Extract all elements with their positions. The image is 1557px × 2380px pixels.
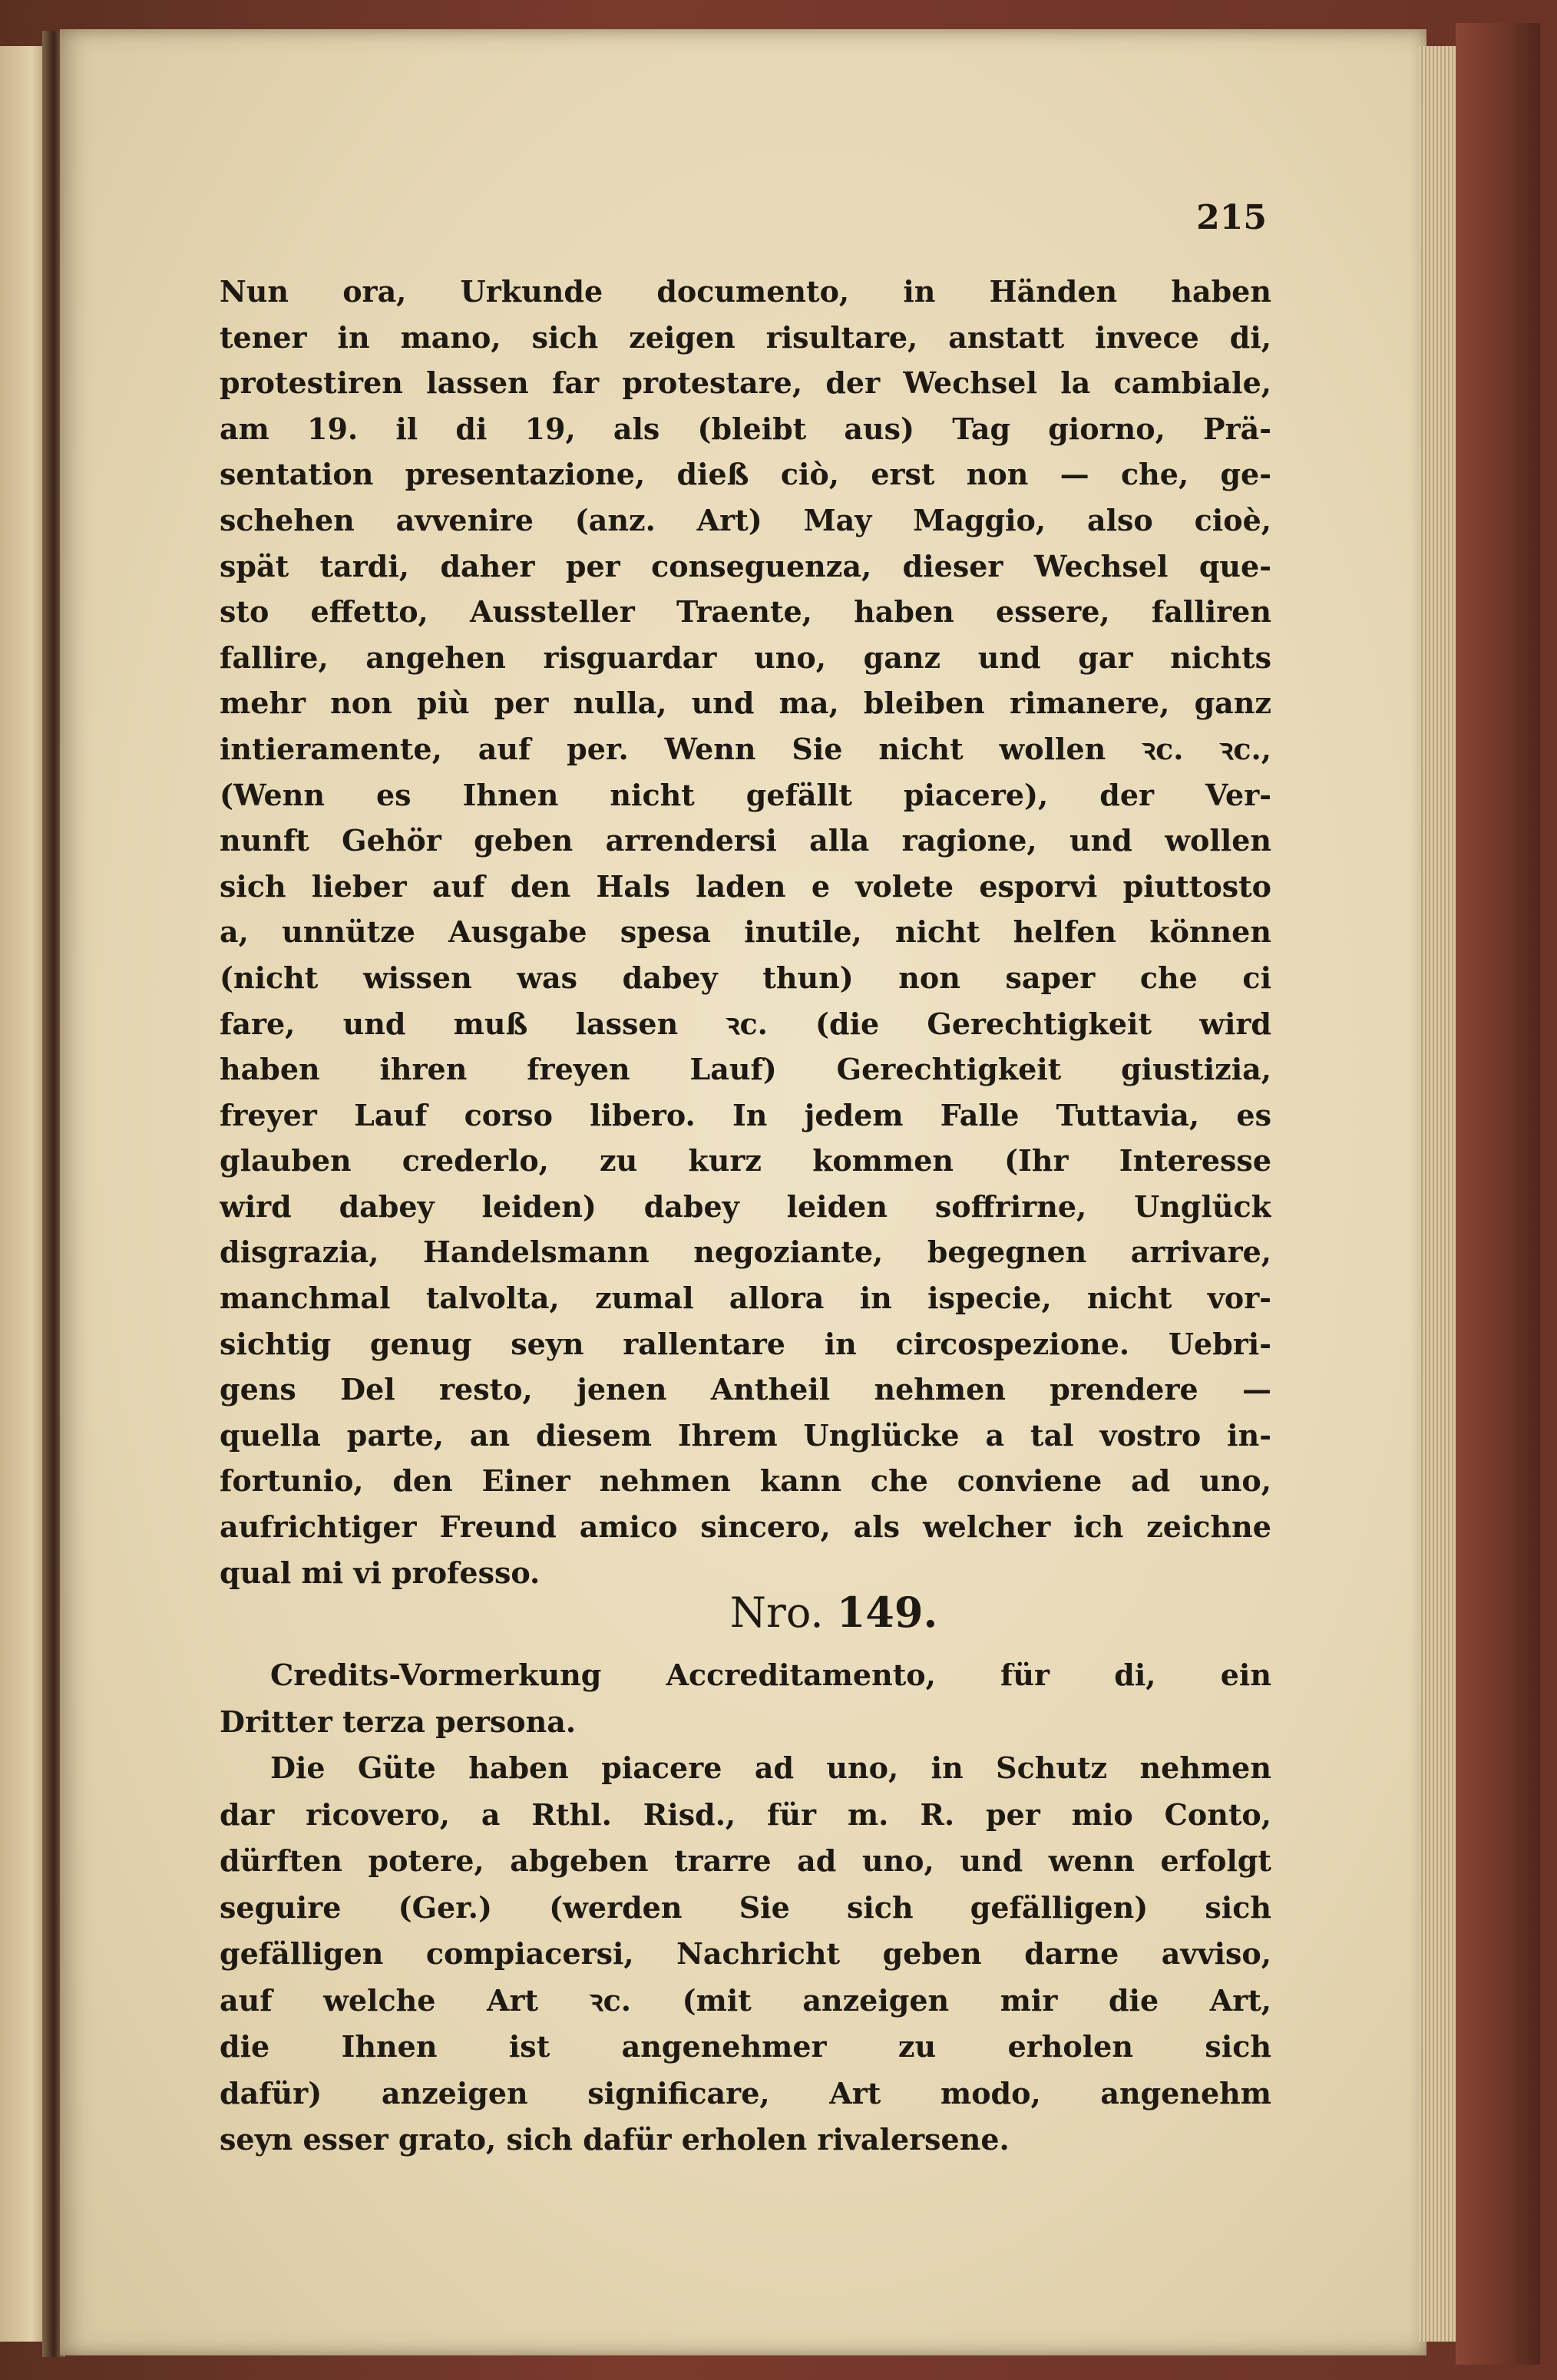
cover-edge (1456, 23, 1540, 2365)
section-heading (603, 1588, 1064, 1637)
text-line: gens Del resto, jenen Antheil nehmen prendere — (220, 1372, 1271, 1407)
text-line: fare, und muß lassen ꝛc. (die Gerechtigkeit wird (220, 1006, 1271, 1041)
text-line: qual mi vi professo. (220, 1555, 540, 1590)
page-block-edges (1419, 46, 1456, 2342)
heading-prefix: Nro. (729, 1588, 824, 1637)
text-line: dafür) anzeigen significare, Art modo, angenehm (220, 2075, 1271, 2111)
text-line: auf welche Art ꝛc. (mit anzeigen mir die Art, (220, 1982, 1271, 2018)
text-line: aufrichtiger Freund amico sincero, als welcher ich zeichne (220, 1509, 1271, 1545)
page-number: 215 (1196, 198, 1267, 237)
paragraph-main (220, 269, 1271, 1595)
text-line: disgrazia, Handelsmann negoziante, begegnen arrivare, (220, 1235, 1271, 1270)
text-line: freyer Lauf corso libero. In jedem Falle Tuttavia, es (220, 1097, 1271, 1132)
heading-number: 149. (836, 1588, 938, 1637)
text-line: am 19. il di 19, als (bleibt aus) Tag giorno, Prä- (220, 411, 1271, 446)
text-line: haben ihren freyen Lauf) Gerechtigkeit giustizia, (220, 1052, 1271, 1087)
text-line: mehr non più per nulla, und ma, bleiben rimanere, ganz (220, 686, 1271, 721)
text-line: (nicht wissen was dabey thun) non saper che ci (220, 960, 1271, 995)
text-line: nunft Gehör geben arrendersi alla ragione, und wollen (220, 823, 1271, 858)
text-line: sto effetto, Aussteller Traente, haben essere, falliren (220, 594, 1271, 630)
text-line: Credits-Vormerkung Accreditamento, für di, ein (270, 1658, 1271, 1692)
text-line: sich lieber auf den Hals laden e volete esporvi piuttosto (220, 868, 1271, 904)
paragraph-section-149 (220, 1652, 1271, 2163)
text-line: Nun ora, Urkunde documento, in Händen haben (220, 274, 1271, 309)
text-line: die Ihnen ist angenehmer zu erholen sich (220, 2029, 1271, 2064)
text-line: sichtig genug seyn rallentare in circospezione. Uebri- (220, 1326, 1271, 1361)
text-line: spät tardi, daher per conseguenza, dieser Wechsel que- (220, 548, 1271, 583)
text-line: seyn esser grato, sich dafür erholen rivalersene. (220, 2122, 1010, 2157)
text-line: sentation presentazione, dieß ciò, erst non — che, ge- (220, 457, 1271, 492)
text-line: manchmal talvolta, zumal allora in ispecie, nicht vor- (220, 1281, 1271, 1316)
text-line: Dritter terza persona. (220, 1704, 577, 1739)
text-line: tener in mano, sich zeigen risultare, anstatt invece di, (220, 319, 1271, 355)
text-line: (Wenn es Ihnen nicht gefällt piacere), der Ver- (220, 777, 1271, 812)
text-line: gefälligen compiacersi, Nachricht geben darne avviso, (220, 1936, 1271, 1971)
text-line: fallire, angehen risguardar uno, ganz und gar nichts (220, 640, 1271, 675)
text-line: a, unnütze Ausgabe spesa inutile, nicht helfen können (220, 914, 1271, 950)
left-page-edge (0, 46, 46, 2342)
text-line: fortunio, den Einer nehmen kann che conviene ad uno, (220, 1463, 1271, 1499)
text-line: intieramente, auf per. Wenn Sie nicht wollen ꝛc. ꝛc., (220, 731, 1271, 766)
text-line: glauben crederlo, zu kurz kommen (Ihr Interesse (220, 1143, 1271, 1178)
text-line: schehen avvenire (anz. Art) May Maggio, also cioè, (220, 502, 1271, 537)
text-line: seguire (Ger.) (werden Sie sich gefälligen) sich (220, 1889, 1271, 1925)
text-line: wird dabey leiden) dabey leiden soffrirne, Unglück (220, 1188, 1271, 1224)
text-line: dürften potere, abgeben trarre ad uno, und wenn erfolgt (220, 1843, 1271, 1878)
text-line: Die Güte haben piacere ad uno, in Schutz nehmen (270, 1750, 1271, 1785)
text-line: dar ricovero, a Rthl. Risd., für m. R. per mio Conto, (220, 1797, 1271, 1832)
text-line: protestiren lassen far protestare, der Wechsel la cambiale, (220, 365, 1271, 401)
text-line: quella parte, an diesem Ihrem Unglücke a tal vostro in- (220, 1417, 1271, 1453)
